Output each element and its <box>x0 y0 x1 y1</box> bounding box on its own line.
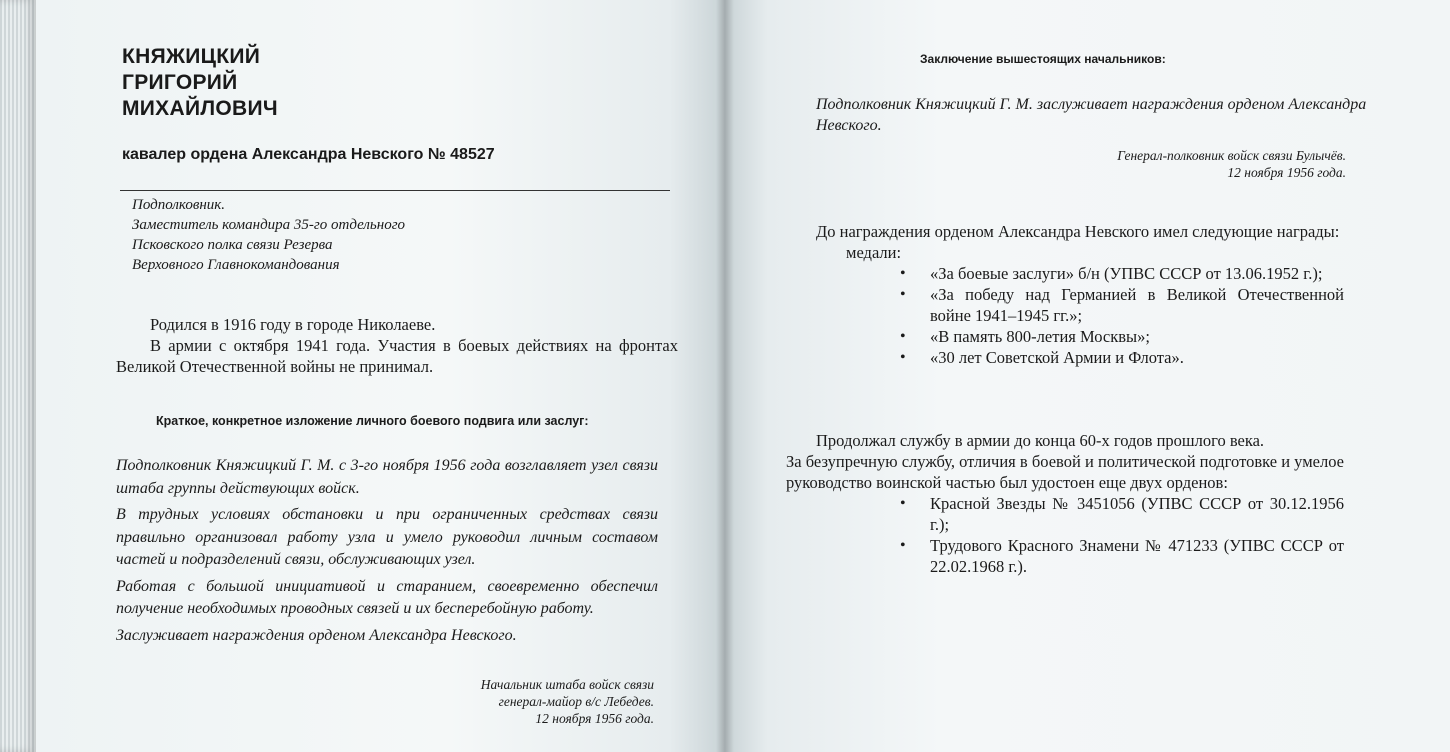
signature-line: Начальник штаба войск связи <box>480 677 654 692</box>
bio-paragraph: В армии с октября 1941 года. Участия в боевых действиях на фронтах Великой Отечественной войны не принимал. <box>116 336 678 376</box>
medals-list <box>786 263 1344 368</box>
page-stack-edge <box>0 0 36 752</box>
list-item <box>786 326 1344 347</box>
list-item <box>786 347 1344 368</box>
signature-right <box>1117 147 1346 181</box>
list-item <box>786 535 1344 577</box>
awards-section <box>786 221 1344 368</box>
name-line: КНЯЖИЦКИЙ <box>122 45 261 68</box>
bio-paragraph: Родился в 1916 году в городе Николаеве. <box>150 315 436 334</box>
name-line: МИХАЙЛОВИЧ <box>122 97 278 120</box>
service-continued: За безупречную службу, отличия в боевой и политической подготовке и умелое руководство воинской частью был удостоен еще двух орденов: <box>786 452 1344 492</box>
divider <box>120 190 670 191</box>
feat-heading: Краткое, конкретное изложение личного боевого подвига или заслуг: <box>156 414 589 428</box>
position-line: Заместитель командира 35-го отдельного <box>132 217 406 233</box>
feat-paragraph: В трудных условиях обстановки и при ограниченных средствах связи правильно организовал работу узла и умело руководил личным составом частей и подразделений связи, обслуживающих узел. <box>116 506 658 568</box>
medal-text: • «За победу над Германией в Великой Отечественной войне 1941–1945 гг.»; <box>930 285 1344 325</box>
list-item <box>786 493 1344 535</box>
conclusion-text: Подполковник Княжицкий Г. М. заслуживает награждения орденом Александра Невского. <box>816 96 1367 134</box>
feat-paragraph: Работая с большой инициативой и старанием, своевременно обеспечил получение необходимых проводных связей и их бесперебойную работу. <box>116 577 658 617</box>
signature-line: генерал-майор в/с Лебедев. <box>498 694 654 709</box>
awards-intro: До награждения орденом Александра Невского имел следующие награды: <box>816 222 1340 241</box>
person-name <box>122 44 278 122</box>
medal-text: • «30 лет Советской Армии и Флота». <box>930 348 1184 367</box>
signature-left <box>481 676 654 727</box>
service-paragraph: Продолжал службу в армии до конца 60-х годов прошлого века. <box>816 431 1265 450</box>
left-page <box>36 0 724 752</box>
medals-label: медали: <box>846 243 902 262</box>
service-section <box>786 430 1344 577</box>
biography <box>116 314 678 377</box>
signature-line: Генерал-полковник войск связи Булычёв. <box>1117 148 1346 163</box>
list-item <box>786 284 1344 326</box>
position-line: Псковского полка связи Резерва <box>132 237 333 253</box>
orders-list <box>786 493 1344 577</box>
order-title: кавалер ордена Александра Невского № 48527 <box>122 146 495 163</box>
conclusion-heading: Заключение вышестоящих начальников: <box>920 52 1166 66</box>
position-line: Верховного Главнокомандования <box>132 257 340 273</box>
signature-line: 12 ноября 1956 года. <box>535 711 654 726</box>
feat-paragraph: Заслуживает награждения орденом Александра Невского. <box>116 626 517 644</box>
signature-line: 12 ноября 1956 года. <box>1227 165 1346 180</box>
book-gutter <box>716 0 734 752</box>
position-line: Подполковник. <box>132 197 226 213</box>
order-text: • Красной Звезды № 3451056 (УПВС СССР от 30.12.1956 г.); <box>930 494 1344 534</box>
order-text: • Трудового Красного Знамени № 471233 (УПВС СССР от 22.02.1968 г.). <box>930 536 1344 576</box>
list-item <box>786 263 1344 284</box>
feat-paragraph: Подполковник Княжицкий Г. М. с 3-го ноября 1956 года возглавляет узел связи штаба группы действующих войск. <box>116 457 658 497</box>
feat-description <box>116 455 658 651</box>
medal-text: • «За боевые заслуги» б/н (УПВС СССР от 13.06.1952 г.); <box>930 264 1323 283</box>
medal-text: • «В память 800-летия Москвы»; <box>930 327 1150 346</box>
right-page <box>724 0 1450 752</box>
position-block <box>132 195 405 275</box>
name-line: ГРИГОРИЙ <box>122 71 238 94</box>
